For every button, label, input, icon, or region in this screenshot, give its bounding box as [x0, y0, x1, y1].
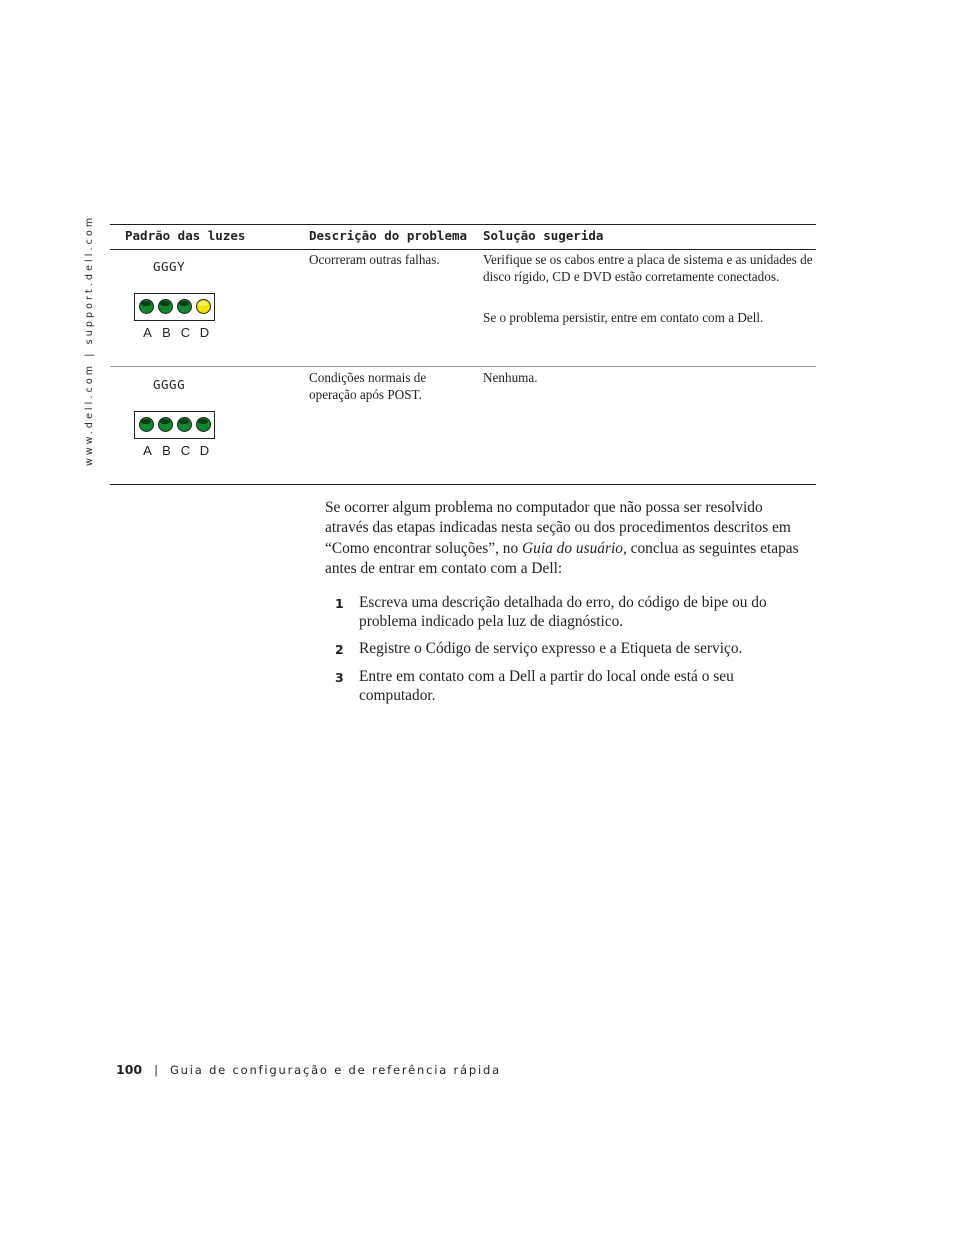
step-number: 2	[335, 642, 344, 657]
step-text: Registre o Código de serviço expresso e a Etiqueta de serviço.	[359, 640, 743, 657]
row1-led-panel	[134, 293, 215, 321]
row2-led-panel	[134, 411, 215, 439]
led-letter: C	[180, 325, 191, 340]
row-divider	[110, 366, 816, 367]
user-guide-title: Guia do usuário	[522, 539, 623, 557]
step-text: Entre em contato com a Dell a partir do local onde está o seu computador.	[359, 668, 734, 705]
row1-solution-2: Se o problema persistir, entre em contato com a Dell.	[483, 310, 764, 325]
body-paragraph	[325, 498, 805, 580]
led-letter: B	[162, 443, 171, 458]
led-letter: B	[162, 325, 171, 340]
led-letter: C	[180, 443, 191, 458]
led-letter: A	[143, 325, 152, 340]
row1-solution-1: Verifique se os cabos entre a placa de sistema e as unidades de disco rígido, CD e DVD estão corretamente conectados.	[483, 252, 813, 285]
step-number: 3	[335, 670, 344, 685]
led-c-icon	[177, 417, 192, 432]
table-top-rule	[110, 224, 816, 225]
led-b-icon	[158, 417, 173, 432]
side-url: www.dell.com | support.dell.com	[84, 214, 95, 466]
page-footer	[116, 1062, 501, 1077]
led-letter: A	[143, 443, 152, 458]
header-bottom-rule	[110, 249, 816, 250]
body-text-start: Se ocorrer algum problema no computador que não possa ser resolvido através das etapas indicadas nesta seção ou dos procedimentos descritos em “Como encontrar soluções”, no	[325, 499, 791, 557]
header-solution: Solução sugerida	[483, 228, 604, 243]
step-number: 1	[335, 596, 344, 611]
row2-description: Condições normais de operação após POST.	[309, 370, 427, 403]
row1-pattern-code: GGGY	[153, 259, 186, 274]
page-number: 100	[116, 1062, 143, 1077]
led-b-icon	[158, 299, 173, 314]
led-c-icon	[177, 299, 192, 314]
table-bottom-rule	[110, 484, 816, 485]
row2-pattern-code: GGGG	[153, 377, 186, 392]
header-pattern: Padrão das luzes	[125, 228, 246, 243]
footer-separator: |	[154, 1063, 158, 1077]
led-d-icon	[196, 299, 211, 314]
led-letter: D	[199, 325, 210, 340]
header-description: Descrição do problema	[309, 228, 468, 243]
row2-solution-1: Nenhuma.	[483, 370, 538, 385]
led-letter: D	[199, 443, 210, 458]
led-a-icon	[139, 299, 154, 314]
step-text: Escreva uma descrição detalhada do erro, do código de bipe ou do problema indicado pela luz de diagnóstico.	[359, 594, 767, 631]
led-a-icon	[139, 417, 154, 432]
body-text-end: , conclua as seguintes etapas antes de entrar em contato com a Dell:	[325, 539, 799, 578]
row1-description: Ocorreram outras falhas.	[309, 252, 440, 267]
footer-title: Guia de configuração e de referência rápida	[169, 1063, 501, 1077]
led-d-icon	[196, 417, 211, 432]
